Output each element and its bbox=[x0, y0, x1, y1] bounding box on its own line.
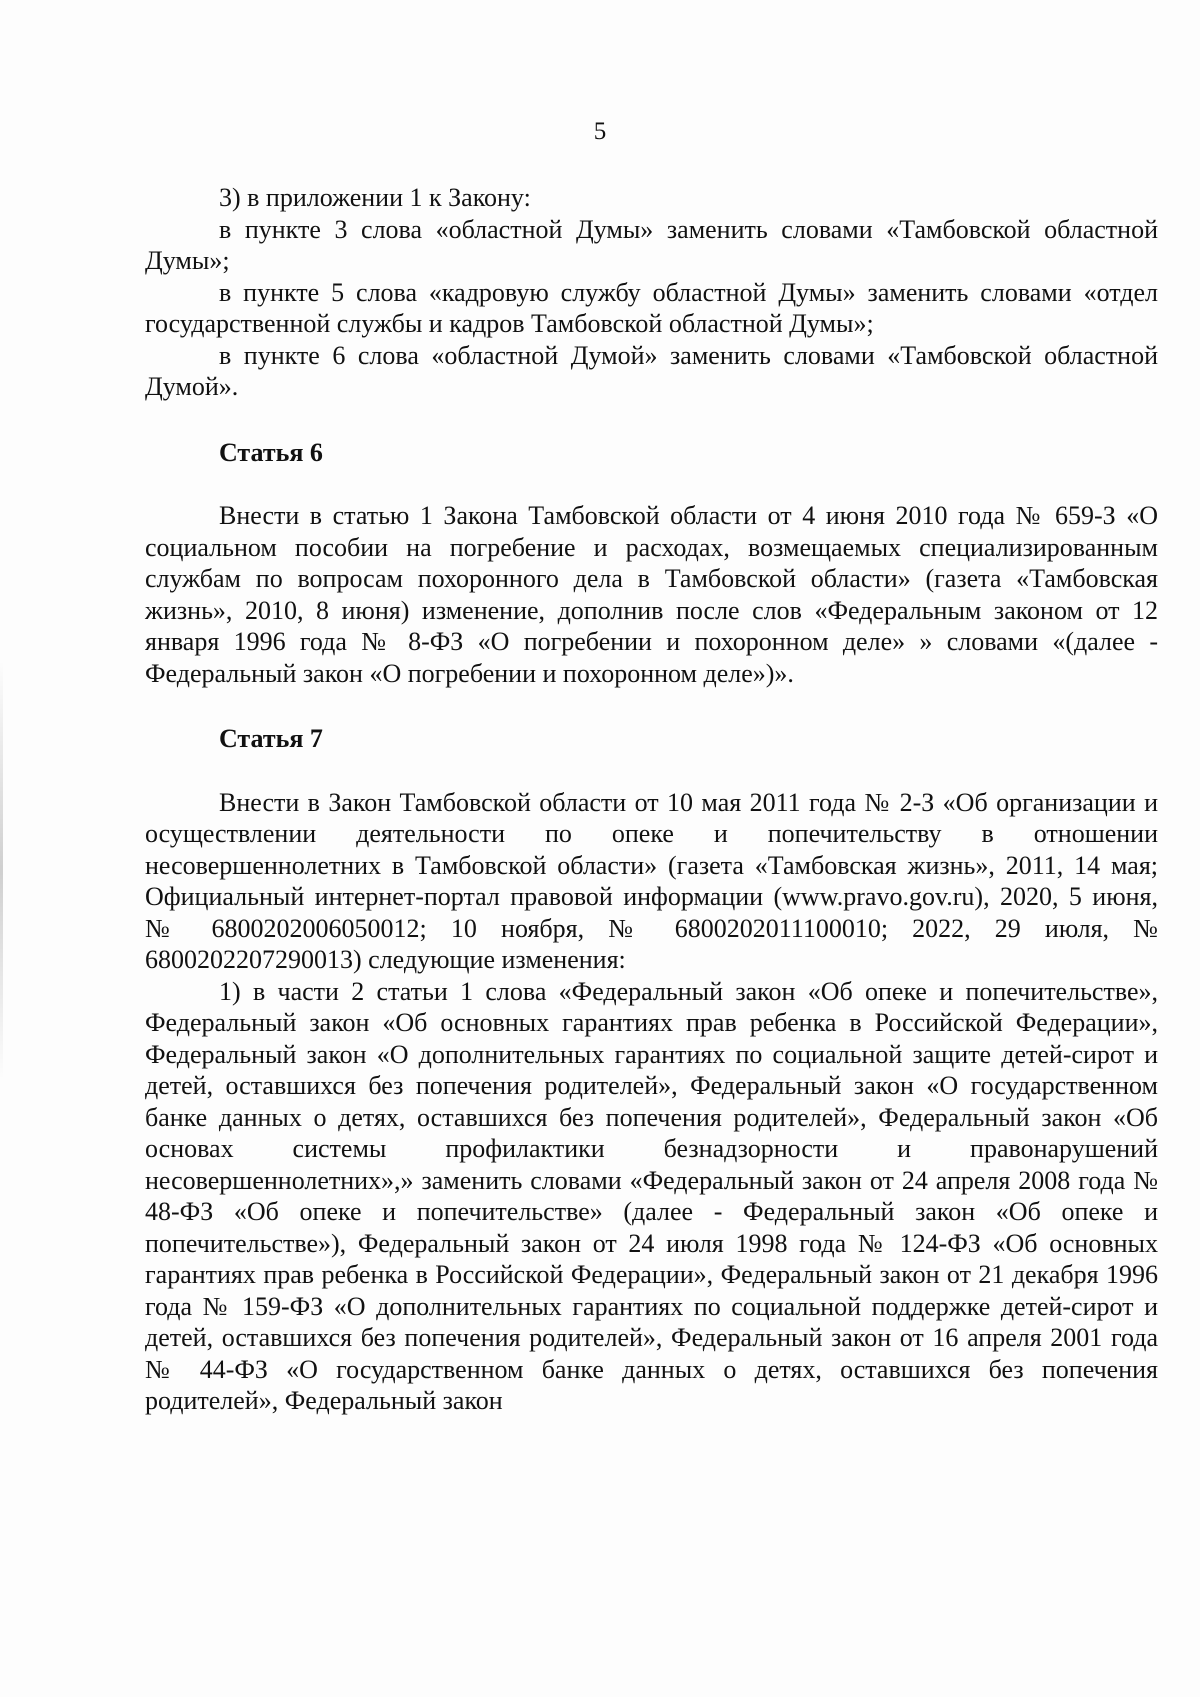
article-6-text: Внести в статью 1 Закона Тамбовской области от 4 июня 2010 года № 659-З «О социальном пособии на погребение и расходах, возмещаемых специализированным службам по вопросам похоронного дела в Тамбовской области» (газета «Тамбовская жизнь», 2010, 8 июня) изменение, дополнив после слов «Федеральным законом от 12 января 1996 года № 8-ФЗ «О погребении и похоронном деле» » словами «(далее - Федеральный закон «О погребении и похоронном деле»)». bbox=[145, 501, 1158, 688]
article-7-intro: Внести в Закон Тамбовской области от 10 мая 2011 года № 2-З «Об организации и осуществлении деятельности по опеке и попечительству в отношении несовершеннолетних в Тамбовской области» (газета «Тамбовская жизнь», 2011, 14 мая; Официальный интернет-портал правовой информации (www.pravo.gov.ru), 2020, 5 июня, № 6800202006050012; 10 ноября, № 6800202011100010; 2022, 29 июля, № 6800202207290013) следующие изменения: bbox=[145, 787, 1158, 974]
page-number: 5 bbox=[593, 118, 607, 145]
article-7-heading: Статья 7 bbox=[219, 724, 323, 753]
amendment-point-6: в пункте 6 слова «областной Думой» заменить словами «Тамбовской областной Думой». bbox=[145, 340, 1158, 401]
amendment-point-3: в пункте 3 слова «областной Думы» заменить словами «Тамбовской областной Думы»; bbox=[145, 214, 1158, 275]
amendment-item-3: 3) в приложении 1 к Закону: bbox=[219, 183, 531, 212]
article-7-item-1: 1) в части 2 статьи 1 слова «Федеральный закон «Об опеке и попечительстве», Федеральный закон «Об основных гарантиях прав ребенка в Российской Федерации», Федеральный закон «О дополнительных гарантиях по социальной защите детей-сирот и детей, оставшихся без попечения родителей», Федеральный закон «О государственном банке данных о детях, оставшихся без попечения родителей», Федеральный закон «Об основах системы профилактики безнадзорности и правонарушений несовершеннолетних»,» заменить словами «Федеральный закон от 24 апреля 2008 года № 48-ФЗ «Об опеке и попечительстве» (далее - Федеральный закон «Об опеке и попечительстве»), Федеральный закон от 24 июля 1998 года № 124-ФЗ «Об основных гарантиях прав ребенка в Российской Федерации», Федеральный закон от 21 декабря 1996 года № 159-ФЗ «О дополнительных гарантиях по социальной поддержке детей-сирот и детей, оставшихся без попечения родителей», Федеральный закон от 16 апреля 2001 года № 44-ФЗ «О государственном банке данных о детях, оставшихся без попечения родителей», Федеральный закон bbox=[145, 976, 1158, 1415]
amendment-point-5: в пункте 5 слова «кадровую службу областной Думы» заменить словами «отдел государственной службы и кадров Тамбовской областной Думы»; bbox=[145, 277, 1158, 338]
scan-edge-shadow bbox=[0, 660, 3, 1080]
article-6-heading: Статья 6 bbox=[219, 437, 323, 467]
document-body bbox=[145, 182, 1158, 1417]
